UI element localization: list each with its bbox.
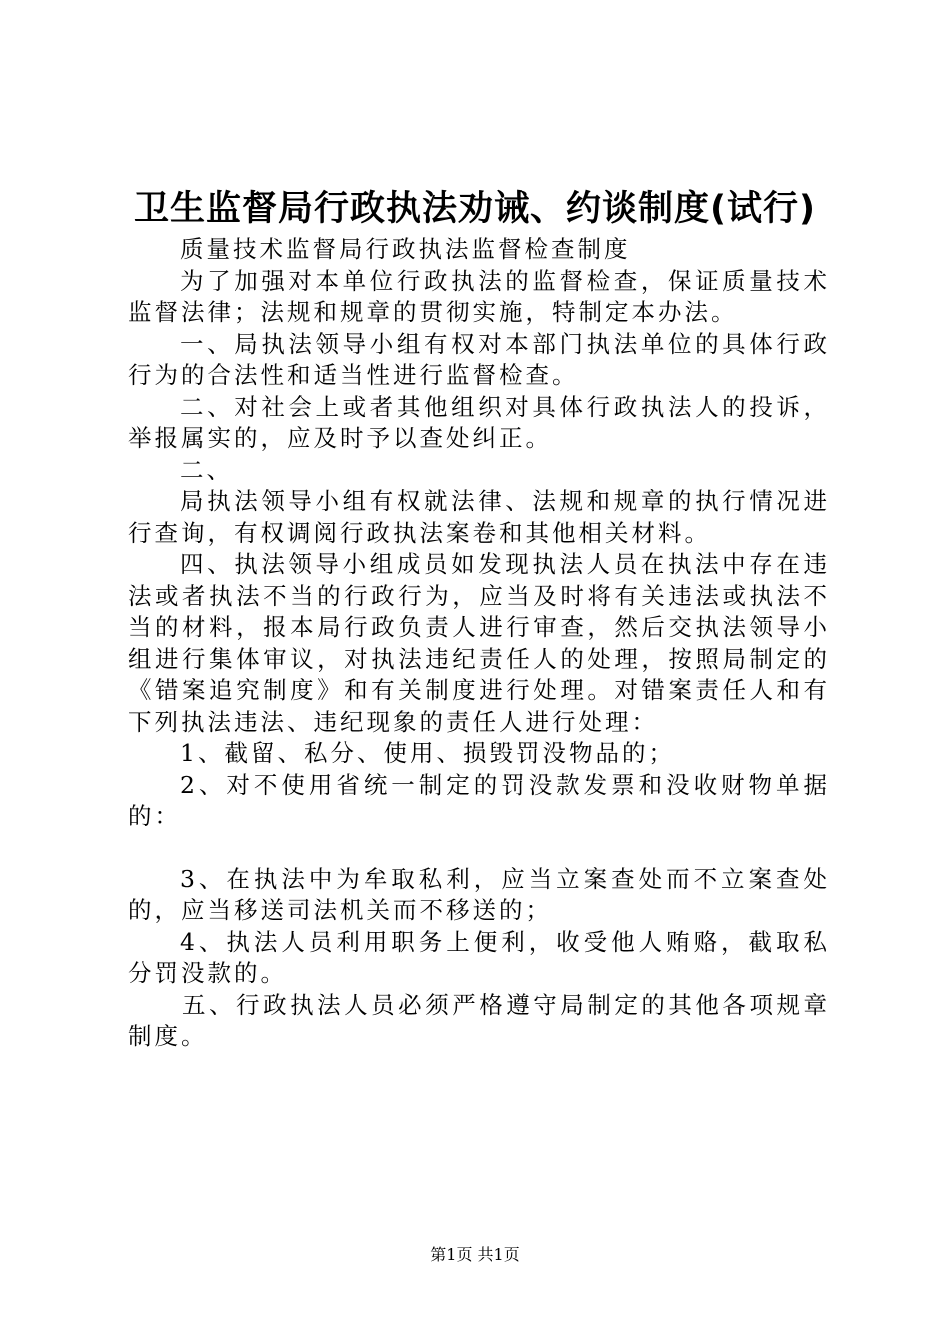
item-2-paragraph: 2、对不使用省统一制定的罚没款发票和没收财物单据的： bbox=[128, 770, 830, 830]
document-body bbox=[128, 234, 830, 1053]
article-4-paragraph: 四、执法领导小组成员如发现执法人员在执法中存在违法或者执法不当的行政行为，应当及时将有关违法或执法不当的材料，报本局行政负责人进行审查，然后交执法领导小组进行集体审议，对执法违纪责任人的处理，按照局制定的《错案追究制度》和有关制度进行处理。对错案责任人和有下列执法违法、违纪现象的责任人进行处理： bbox=[128, 550, 830, 736]
item-1-paragraph: 1、截留、私分、使用、损毁罚没物品的； bbox=[180, 739, 675, 767]
intro-paragraph: 为了加强对本单位行政执法的监督检查，保证质量技术监督法律；法规和规章的贯彻实施，特制定本办法。 bbox=[128, 266, 830, 326]
article-3-heading: 二、 bbox=[180, 455, 233, 484]
item-3-paragraph: 3、在执法中为牟取私利，应当立案查处而不立案查处的，应当移送司法机关而不移送的； bbox=[128, 864, 830, 924]
article-5-paragraph: 五、行政执法人员必须严格遵守局制定的其他各项规章制度。 bbox=[128, 990, 830, 1050]
article-1-paragraph: 一、局执法领导小组有权对本部门执法单位的具体行政行为的合法性和适当性进行监督检查。 bbox=[128, 329, 830, 389]
subtitle-paragraph: 质量技术监督局行政执法监督检查制度 bbox=[180, 235, 631, 263]
page-footer: 第1页 共1页 bbox=[430, 1245, 520, 1264]
article-2-paragraph: 二、对社会上或者其他组织对具体行政执法人的投诉，举报属实的，应及时予以查处纠正。 bbox=[128, 392, 830, 452]
item-4-paragraph: 4、执法人员利用职务上便利，收受他人贿赂，截取私分罚没款的。 bbox=[128, 927, 830, 987]
document-title: 卫生监督局行政执法劝诫、约谈制度(试行) bbox=[134, 189, 816, 229]
article-3-paragraph: 局执法领导小组有权就法律、法规和规章的执行情况进行查询，有权调阅行政执法案卷和其他相关材料。 bbox=[128, 487, 830, 547]
